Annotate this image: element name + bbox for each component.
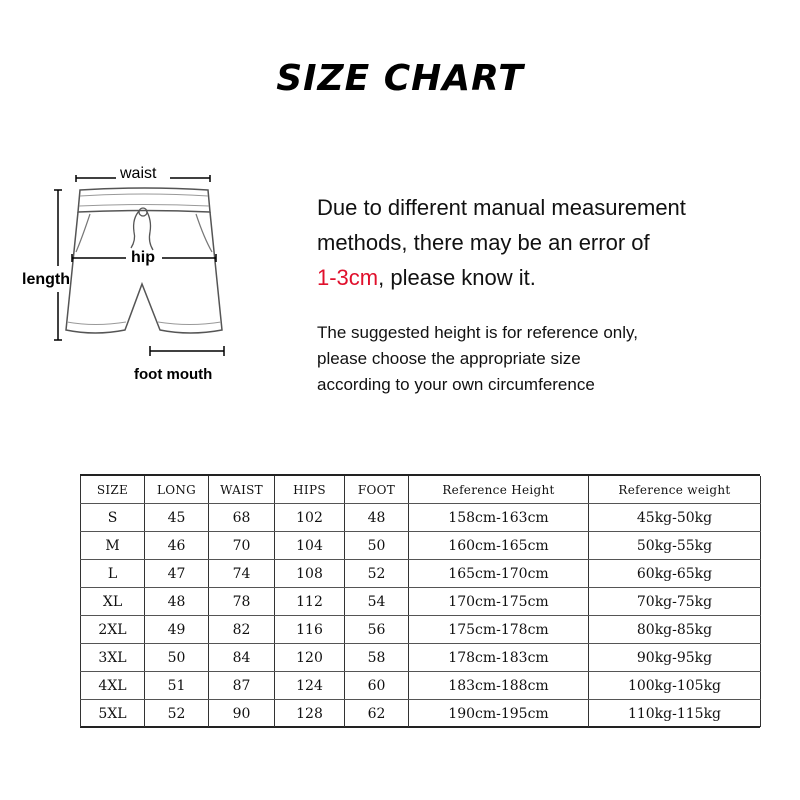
table-header-cell: SIZE <box>81 476 145 504</box>
table-cell: 102 <box>275 504 345 532</box>
table-header-cell: FOOT <box>345 476 409 504</box>
table-cell: 90kg-95kg <box>589 644 761 672</box>
table-row <box>81 616 761 644</box>
table-header-cell: HIPS <box>275 476 345 504</box>
table-cell: 49 <box>145 616 209 644</box>
table-cell: 158cm-163cm <box>409 504 589 532</box>
table-cell: M <box>81 532 145 560</box>
table-cell: 160cm-165cm <box>409 532 589 560</box>
table-row <box>81 644 761 672</box>
table-cell: 110kg-115kg <box>589 700 761 728</box>
note-line-1: Due to different manual measurement <box>317 195 686 220</box>
error-range: 1-3cm <box>317 265 379 290</box>
table-row <box>81 504 761 532</box>
table-row <box>81 672 761 700</box>
table-cell: 183cm-188cm <box>409 672 589 700</box>
table-header-cell: Reference weight <box>589 476 761 504</box>
table-cell: 50kg-55kg <box>589 532 761 560</box>
table-cell: 170cm-175cm <box>409 588 589 616</box>
table-cell: 165cm-170cm <box>409 560 589 588</box>
table-cell: 128 <box>275 700 345 728</box>
table-cell: 58 <box>345 644 409 672</box>
table-cell: S <box>81 504 145 532</box>
table-header-cell: LONG <box>145 476 209 504</box>
length-label: length <box>22 271 70 288</box>
table-cell: 175cm-178cm <box>409 616 589 644</box>
table-header-cell: Reference Height <box>409 476 589 504</box>
waist-label: waist <box>120 165 157 182</box>
table-cell: 45kg-50kg <box>589 504 761 532</box>
table-row <box>81 700 761 728</box>
table-header-cell: WAIST <box>209 476 275 504</box>
table-cell: 60 <box>345 672 409 700</box>
table-cell: 178cm-183cm <box>409 644 589 672</box>
table-cell: 51 <box>145 672 209 700</box>
size-table <box>80 476 761 727</box>
table-cell: 48 <box>145 588 209 616</box>
table-cell: 56 <box>345 616 409 644</box>
hip-label: hip <box>131 249 155 266</box>
table-cell: XL <box>81 588 145 616</box>
table-cell: 54 <box>345 588 409 616</box>
table-cell: 120 <box>275 644 345 672</box>
table-cell: 80kg-85kg <box>589 616 761 644</box>
table-cell: 82 <box>209 616 275 644</box>
table-cell: 4XL <box>81 672 145 700</box>
suggest-line-3: according to your own circumference <box>317 375 595 394</box>
table-cell: 68 <box>209 504 275 532</box>
table-cell: 90 <box>209 700 275 728</box>
table-cell: 5XL <box>81 700 145 728</box>
note-line-3 <box>317 260 777 295</box>
table-header-row <box>81 476 761 504</box>
table-cell: 47 <box>145 560 209 588</box>
table-cell: 3XL <box>81 644 145 672</box>
suggest-line-1: The suggested height is for reference only, <box>317 323 638 342</box>
table-cell: 45 <box>145 504 209 532</box>
table-row <box>81 588 761 616</box>
table-cell: 46 <box>145 532 209 560</box>
table-cell: 74 <box>209 560 275 588</box>
table-cell: 124 <box>275 672 345 700</box>
table-row <box>81 560 761 588</box>
table-cell: 100kg-105kg <box>589 672 761 700</box>
suggest-line-2: please choose the appropriate size <box>317 349 581 368</box>
table-cell: 50 <box>345 532 409 560</box>
table-cell: 87 <box>209 672 275 700</box>
table-cell: 70kg-75kg <box>589 588 761 616</box>
table-cell: 70 <box>209 532 275 560</box>
table-cell: 50 <box>145 644 209 672</box>
table-cell: 60kg-65kg <box>589 560 761 588</box>
table-cell: 190cm-195cm <box>409 700 589 728</box>
size-table-container <box>80 474 760 728</box>
shorts-diagram <box>0 0 300 400</box>
page-title: SIZE CHART <box>276 58 524 99</box>
table-cell: 48 <box>345 504 409 532</box>
note-line-3-suffix: , please know it. <box>378 265 536 290</box>
table-cell: 2XL <box>81 616 145 644</box>
table-row <box>81 532 761 560</box>
shorts-outline-icon <box>0 0 300 400</box>
measurement-error-note <box>317 190 777 295</box>
table-cell: 116 <box>275 616 345 644</box>
table-cell: 108 <box>275 560 345 588</box>
table-cell: 78 <box>209 588 275 616</box>
table-cell: 52 <box>345 560 409 588</box>
foot-mouth-label: foot mouth <box>134 366 213 383</box>
table-cell: 62 <box>345 700 409 728</box>
note-line-2: methods, there may be an error of <box>317 230 650 255</box>
table-cell: 84 <box>209 644 275 672</box>
table-cell: 52 <box>145 700 209 728</box>
table-cell: 104 <box>275 532 345 560</box>
table-cell: L <box>81 560 145 588</box>
table-cell: 112 <box>275 588 345 616</box>
height-suggestion-note <box>317 320 777 398</box>
